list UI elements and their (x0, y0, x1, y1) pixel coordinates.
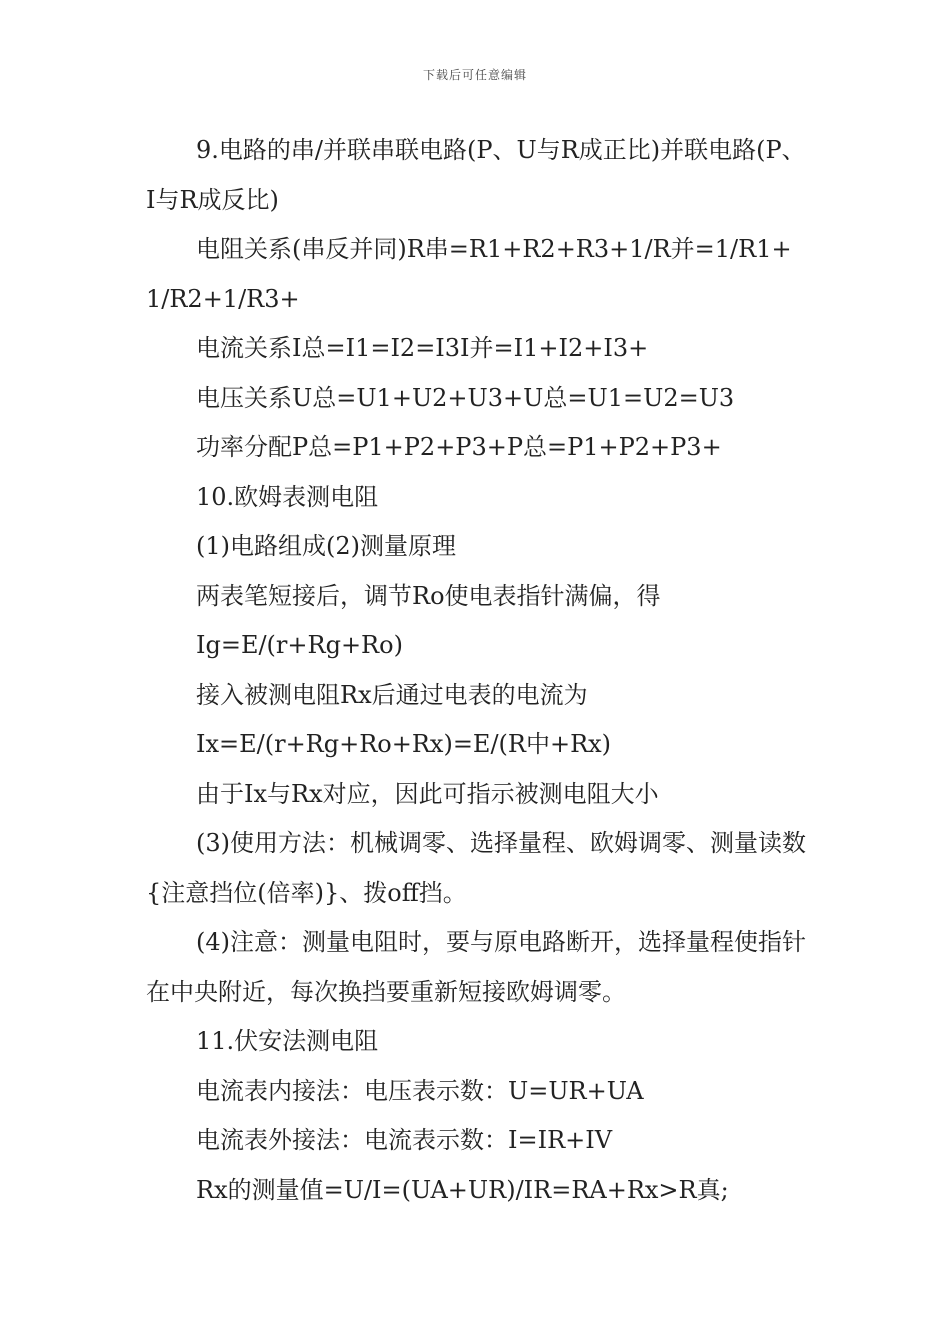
paragraph-power-distribution: 功率分配P总=P1+P2+P3+P总=P1+P2+P3+ (196, 433, 722, 461)
paragraph-circuit-principle: (1)电路组成(2)测量原理 (196, 532, 456, 560)
paragraph-voltage-relation: 电压关系U总=U1+U2+U3+U总=U1=U2=U3 (196, 383, 735, 412)
section-heading-ohmmeter: 10.欧姆表测电阻 (196, 482, 379, 511)
paragraph-notes: (4)注意：测量电阻时，要与原电路断开，选择量程使指针在中央附近，每次换挡要重新短接欧姆调零。 (146, 928, 806, 1006)
paragraph-external-connection: 电流表外接法：电流表示数：I=IR+IV (196, 1126, 613, 1154)
paragraph-rx-measured: Rx的测量值=U/I=(UA+UR)/IR=RA+Rx>R真; (196, 1175, 729, 1204)
document-body (146, 126, 814, 1215)
paragraph-connect-rx: 接入被测电阻Rx后通过电表的电流为 (196, 680, 588, 709)
formula-ix: Ix=E/(r+Rg+Ro+Rx)=E/(R中+Rx) (196, 730, 612, 758)
paragraph-resistance-relation: 电阻关系(串反并同)R串=R1+R2+R3+1/R并=1/R1+1/R2+1/R3+ (146, 235, 792, 313)
paragraph-short-probes: 两表笔短接后，调节Ro使电表指针满偏，得 (196, 581, 661, 610)
paragraph-series-parallel: 9.电路的串/并联串联电路(P、U与R成正比)并联电路(P、I与R成反比) (146, 136, 806, 214)
paragraph-correspondence: 由于Ix与Rx对应，因此可指示被测电阻大小 (196, 779, 659, 808)
section-heading-voltammetry: 11.伏安法测电阻 (196, 1027, 379, 1055)
paragraph-internal-connection: 电流表内接法：电压表示数：U=UR+UA (196, 1076, 644, 1105)
paragraph-usage-method: (3)使用方法：机械调零、选择量程、欧姆调零、测量读数{注意挡位(倍率)}、拨off挡。 (146, 829, 806, 907)
formula-ig: Ig=E/(r+Rg+Ro) (196, 631, 403, 659)
page-header: 下载后可任意编辑 (422, 68, 527, 82)
paragraph-current-relation: 电流关系I总=I1=I2=I3I并=I1+I2+I3+ (196, 334, 649, 362)
